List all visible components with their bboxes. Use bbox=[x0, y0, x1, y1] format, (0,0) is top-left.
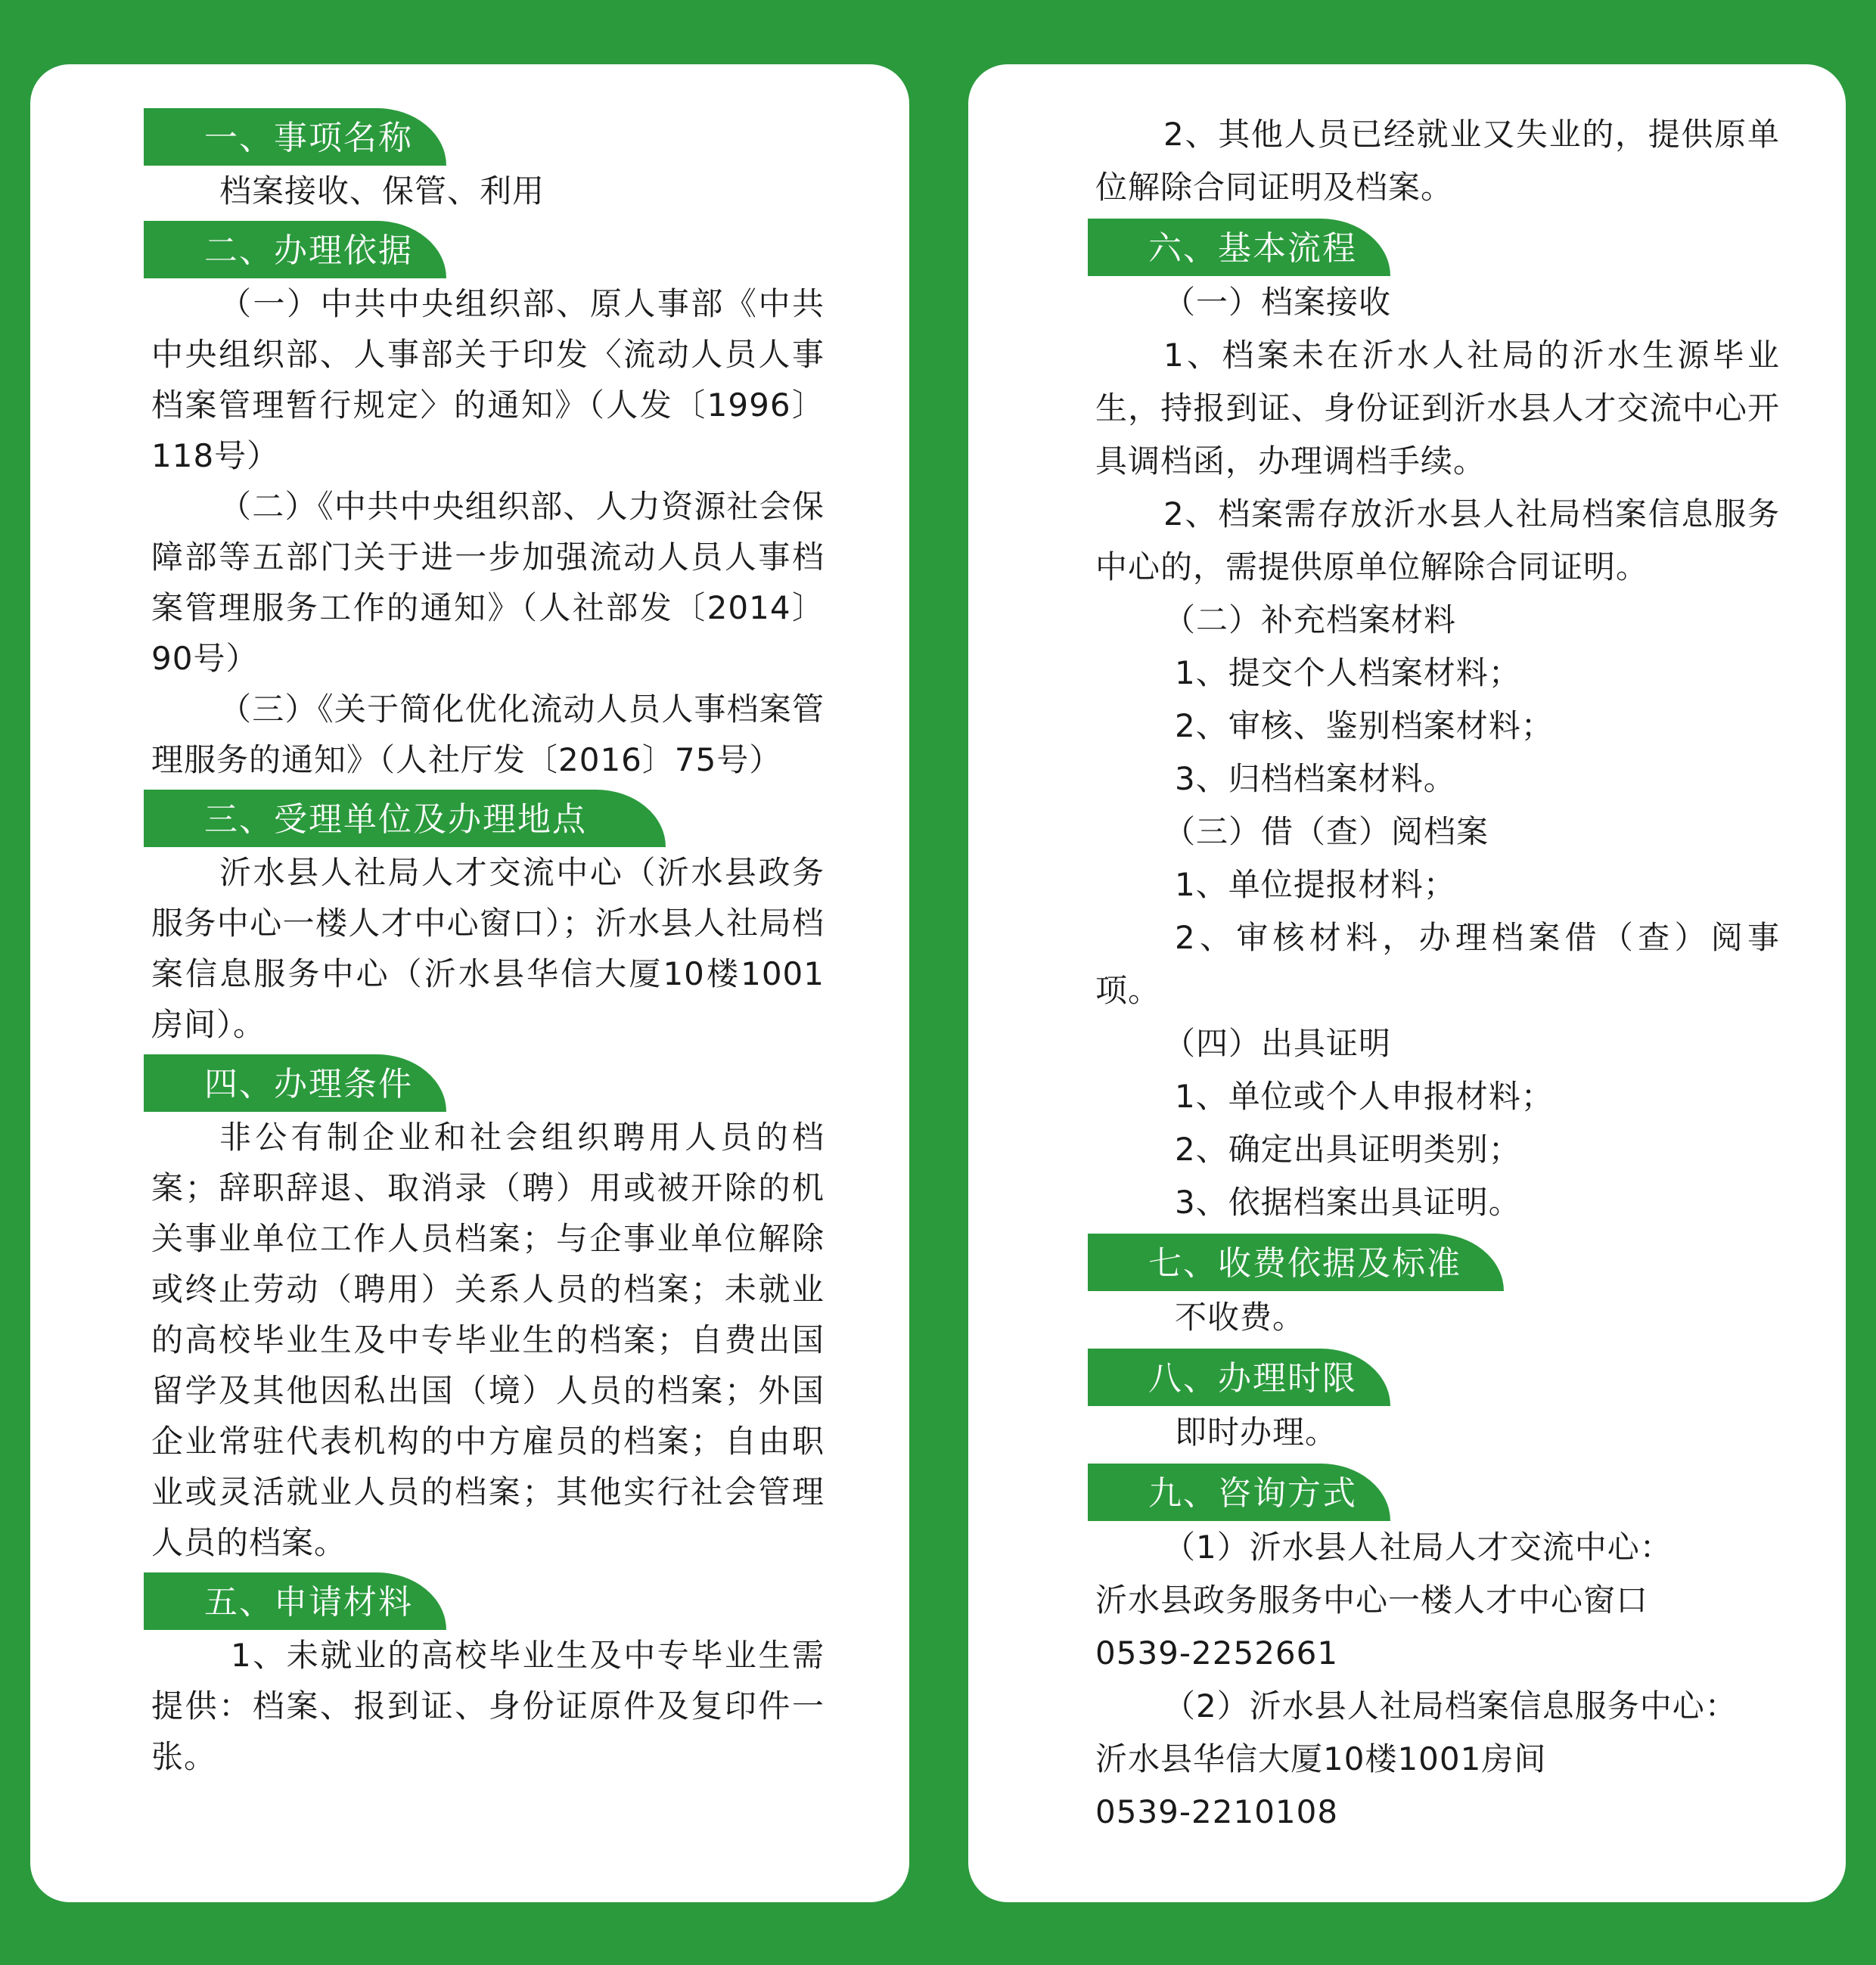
section-heading-conditions: 四、办理条件 bbox=[144, 1054, 446, 1112]
basis-item-1: （一）中共中央组织部、原人事部《中共中央组织部、人事部关于印发〈流动人员人事档案管理暂行规定〉的通知》（人发〔1996〕118号） bbox=[151, 285, 825, 474]
left-content bbox=[151, 108, 825, 1782]
process-receive-step-1: 1、档案未在沂水人社局的沂水生源毕业生，持报到证、身份证到沂水县人才交流中心开具调档函，办理调档手续。 bbox=[1095, 337, 1780, 480]
section-heading-item-name: 一、事项名称 bbox=[144, 108, 446, 166]
right-content bbox=[1095, 108, 1780, 1839]
location-text: 沂水县人社局人才交流中心（沂水县政务服务中心一楼人才中心窗口）；沂水县人社局档案信息服务中心（沂水县华信大厦10楼1001房间）。 bbox=[151, 854, 825, 1043]
process-sub-supplement: （二）补充档案材料 bbox=[1163, 601, 1457, 638]
process-supplement-step-2: 2、审核、鉴别档案材料； bbox=[1175, 707, 1554, 744]
basis-item-3: （三）《关于简化优化流动人员人事档案管理服务的通知》（人社厅发〔2016〕75号） bbox=[151, 691, 825, 778]
process-sub-certificate: （四）出具证明 bbox=[1163, 1025, 1392, 1062]
basis-item-2: （二）《中共中央组织部、人力资源社会保障部等五部门关于进一步加强流动人员人事档案管理服务工作的通知》（人社部发〔2014〕90号） bbox=[151, 488, 825, 677]
process-sub-borrow: （三）借（查）阅档案 bbox=[1163, 813, 1489, 850]
process-certificate-step-1: 1、单位或个人申报材料； bbox=[1175, 1078, 1554, 1115]
item-name-text: 档案接收、保管、利用 bbox=[219, 172, 545, 210]
contact-1-title: （1）沂水县人社局人才交流中心： bbox=[1163, 1529, 1673, 1566]
process-borrow-step-1: 1、单位提报材料； bbox=[1175, 866, 1456, 903]
materials-item-1: 1、未就业的高校毕业生及中专毕业生需提供：档案、报到证、身份证原件及复印件一张。 bbox=[151, 1637, 825, 1775]
contact-2-address: 沂水县华信大厦10楼1001房间 bbox=[1095, 1740, 1547, 1777]
process-supplement-step-1: 1、提交个人档案材料； bbox=[1175, 654, 1521, 691]
section-heading-fees: 七、收费依据及标准 bbox=[1088, 1234, 1504, 1291]
section-heading-materials: 五、申请材料 bbox=[144, 1572, 446, 1630]
process-borrow-step-2: 2、审核材料，办理档案借（查）阅事项。 bbox=[1095, 919, 1780, 1009]
section-heading-time-limit: 八、办理时限 bbox=[1088, 1349, 1390, 1406]
contact-2-phone: 0539-2210108 bbox=[1095, 1793, 1339, 1830]
contact-1-phone: 0539-2252661 bbox=[1095, 1634, 1339, 1672]
conditions-text: 非公有制企业和社会组织聘用人员的档案；辞职辞退、取消录（聘）用或被开除的机关事业单位工作人员档案；与企事业单位解除或终止劳动（聘用）关系人员的档案；未就业的高校毕业生及中专毕业生的档案；自费出国留学及其他因私出国（境）人员的档案；外国企业常驻代表机构的中方雇员的档案；自由职业或灵活就业人员的档案；其他实行社会管理人员的档案。 bbox=[151, 1119, 825, 1561]
contact-2-title: （2）沂水县人社局档案信息服务中心： bbox=[1163, 1687, 1738, 1724]
section-heading-basis: 二、办理依据 bbox=[144, 221, 446, 278]
section-heading-process: 六、基本流程 bbox=[1088, 219, 1390, 276]
left-panel bbox=[30, 64, 909, 1902]
contact-1-address: 沂水县政务服务中心一楼人才中心窗口 bbox=[1095, 1582, 1649, 1619]
process-receive-step-2: 2、档案需存放沂水县人社局档案信息服务中心的，需提供原单位解除合同证明。 bbox=[1095, 495, 1780, 585]
process-supplement-step-3: 3、归档档案材料。 bbox=[1175, 760, 1456, 797]
right-panel bbox=[968, 64, 1846, 1902]
process-certificate-step-2: 2、确定出具证明类别； bbox=[1175, 1131, 1521, 1168]
process-certificate-step-3: 3、依据档案出具证明。 bbox=[1175, 1184, 1521, 1221]
fees-text: 不收费。 bbox=[1175, 1299, 1306, 1336]
section-heading-contact: 九、咨询方式 bbox=[1088, 1464, 1390, 1521]
section-heading-location: 三、受理单位及办理地点 bbox=[144, 790, 666, 847]
materials-item-2: 2、其他人员已经就业又失业的，提供原单位解除合同证明及档案。 bbox=[1095, 116, 1780, 206]
process-sub-receive: （一）档案接收 bbox=[1163, 284, 1392, 321]
time-limit-text: 即时办理。 bbox=[1175, 1414, 1338, 1451]
